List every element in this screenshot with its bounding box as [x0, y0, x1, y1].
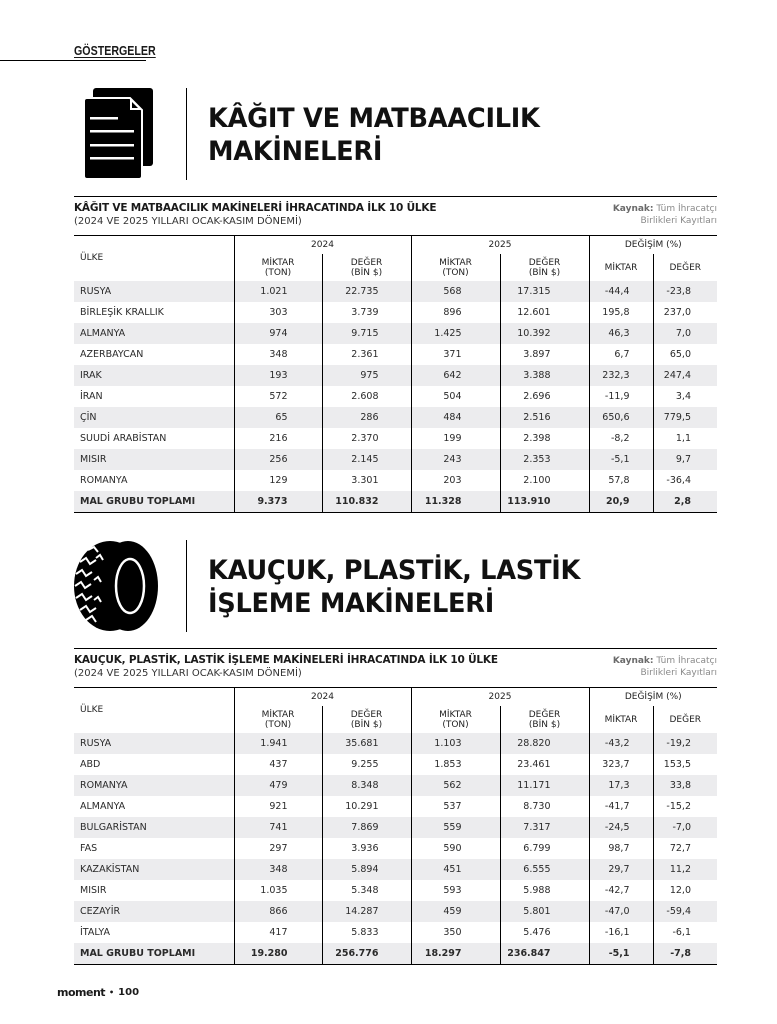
- col-header-change-qty: MİKTAR: [589, 706, 653, 733]
- value-2024-cell: 7.869: [322, 817, 411, 838]
- col-header-qty-2024: [234, 706, 322, 733]
- val-unit: (BİN $): [350, 267, 383, 278]
- change-value-cell: 237,0: [653, 302, 717, 323]
- col-group-2025: 2025: [411, 688, 589, 707]
- change-value-cell: 72,7: [653, 838, 717, 859]
- table-header-block: [74, 197, 717, 235]
- qty-2025-cell: 459: [411, 901, 500, 922]
- source-line-1: Tüm İhracatçı: [656, 204, 717, 214]
- col-header-qty-2025: [411, 254, 500, 281]
- value-2024-cell: 2.370: [322, 428, 411, 449]
- change-value-cell: -19,2: [653, 733, 717, 754]
- change-value-cell: 12,0: [653, 880, 717, 901]
- value-2024-cell: 286: [322, 407, 411, 428]
- change-value-cell: 779,5: [653, 407, 717, 428]
- qty-2024-cell: 303: [234, 302, 322, 323]
- hero-section-paper-machines: [0, 88, 777, 180]
- change-value-cell: 65,0: [653, 344, 717, 365]
- value-2025-cell: 2.100: [500, 470, 589, 491]
- col-header-val-2025: [500, 254, 589, 281]
- table-row: [74, 733, 717, 754]
- value-2024-cell: 3.301: [322, 470, 411, 491]
- val-label: DEĞER: [350, 257, 383, 268]
- hero-divider: [186, 88, 187, 180]
- val-unit: (BİN $): [528, 719, 561, 730]
- hero-title-line-2: İŞLEME MAKİNELERİ: [208, 588, 494, 619]
- col-header-change-val: DEĞER: [653, 706, 717, 733]
- qty-2025-cell: 504: [411, 386, 500, 407]
- table-title: KAUÇUK, PLASTİK, LASTİK İŞLEME MAKİNELERİ İHRACATINDA İLK 10 ÜLKE: [74, 654, 498, 666]
- table-row: [74, 817, 717, 838]
- col-header-country: ÜLKE: [74, 236, 234, 282]
- col-group-2024: 2024: [234, 236, 411, 255]
- qty-2024-cell: 216: [234, 428, 322, 449]
- change-qty-cell: -42,7: [589, 880, 653, 901]
- table-row: [74, 428, 717, 449]
- table-row: [74, 281, 717, 302]
- col-group-change: DEĞİŞİM (%): [589, 236, 717, 255]
- value-2025-cell: 5.988: [500, 880, 589, 901]
- qty-2024-cell: 256: [234, 449, 322, 470]
- change-value-cell: -36,4: [653, 470, 717, 491]
- change-value-cell: -23,8: [653, 281, 717, 302]
- country-cell: RUSYA: [74, 733, 234, 754]
- change-qty-cell: 20,9: [589, 491, 653, 513]
- value-2024-cell: 5.833: [322, 922, 411, 943]
- qty-2024-cell: 1.021: [234, 281, 322, 302]
- value-2025-cell: 5.801: [500, 901, 589, 922]
- table-paper-machines: [74, 196, 717, 513]
- value-2024-cell: 3.739: [322, 302, 411, 323]
- change-qty-cell: 323,7: [589, 754, 653, 775]
- table-row: [74, 838, 717, 859]
- col-group-change: DEĞİŞİM (%): [589, 688, 717, 707]
- table-row: [74, 754, 717, 775]
- country-cell: MAL GRUBU TOPLAMI: [74, 491, 234, 513]
- change-value-cell: -7,8: [653, 943, 717, 965]
- qty-2025-cell: 350: [411, 922, 500, 943]
- source-line-2: Birlikleri Kayıtları: [640, 668, 717, 678]
- table-header-block: [74, 649, 717, 687]
- qty-unit: (TON): [264, 719, 292, 730]
- qty-2024-cell: 1.941: [234, 733, 322, 754]
- change-qty-cell: -8,2: [589, 428, 653, 449]
- country-cell: AZERBAYCAN: [80, 349, 144, 360]
- table-row: [74, 775, 717, 796]
- country-cell: ROMANYA: [74, 775, 234, 796]
- change-value-cell: -7,0: [653, 817, 717, 838]
- value-2025-cell: 7.317: [500, 817, 589, 838]
- qty-2025-cell: 11.328: [411, 491, 500, 513]
- val-unit: (BİN $): [528, 267, 561, 278]
- documents-icon: [82, 88, 154, 184]
- table-row: [74, 302, 717, 323]
- country-cell: İRAN: [80, 391, 103, 402]
- val-unit: (BİN $): [350, 719, 383, 730]
- table-row: [74, 901, 717, 922]
- brand-logo: moment: [57, 986, 106, 999]
- table-row: [74, 323, 717, 344]
- source-line-2: Birlikleri Kayıtları: [640, 216, 717, 226]
- table-subtitle: (2024 VE 2025 YILLARI OCAK-KASIM DÖNEMİ): [74, 216, 302, 227]
- table-rubber-plastic-machines: [74, 648, 717, 965]
- table-row: [74, 880, 717, 901]
- qty-2024-cell: 348: [234, 859, 322, 880]
- qty-2025-cell: 1.425: [411, 323, 500, 344]
- hero-title: [208, 554, 580, 620]
- qty-label: MİKTAR: [439, 709, 472, 720]
- tire-icon: [72, 540, 160, 636]
- change-value-cell: 2,8: [653, 491, 717, 513]
- table-row: [74, 796, 717, 817]
- data-table: [74, 235, 717, 513]
- section-label: GÖSTERGELER: [74, 43, 156, 58]
- country-cell: ALMANYA: [80, 801, 126, 812]
- change-qty-cell: 98,7: [589, 838, 653, 859]
- table-total-row: [74, 491, 717, 513]
- change-qty-cell: 57,8: [589, 470, 653, 491]
- change-qty-cell: 650,6: [589, 407, 653, 428]
- change-qty-cell: -5,1: [589, 943, 653, 965]
- change-qty-cell: 17,3: [589, 775, 653, 796]
- qty-2024-cell: 1.035: [234, 880, 322, 901]
- col-header-val-2024: [322, 254, 411, 281]
- col-group-2025: 2025: [411, 236, 589, 255]
- qty-2024-cell: 193: [234, 365, 322, 386]
- country-cell: BİRLEŞİK KRALLIK: [80, 307, 164, 318]
- value-2025-cell: 113.910: [500, 491, 589, 513]
- value-2025-cell: 8.730: [500, 796, 589, 817]
- change-qty-cell: -44,4: [589, 281, 653, 302]
- value-2024-cell: 35.681: [322, 733, 411, 754]
- qty-label: MİKTAR: [261, 257, 295, 268]
- qty-2024-cell: 129: [234, 470, 322, 491]
- val-label: DEĞER: [350, 709, 383, 720]
- country-cell: İTALYA: [80, 927, 110, 938]
- table-source: [613, 203, 717, 227]
- qty-2025-cell: 568: [411, 281, 500, 302]
- qty-unit: (TON): [442, 267, 469, 278]
- change-value-cell: 153,5: [653, 754, 717, 775]
- change-value-cell: 3,4: [653, 386, 717, 407]
- change-value-cell: 247,4: [653, 365, 717, 386]
- country-cell: BULGARİSTAN: [74, 817, 234, 838]
- qty-2025-cell: 243: [411, 449, 500, 470]
- qty-unit: (TON): [442, 719, 469, 730]
- qty-2025-cell: 590: [411, 838, 500, 859]
- qty-2025-cell: 1.853: [411, 754, 500, 775]
- country-cell: FAS: [80, 843, 98, 854]
- value-2025-cell: 10.392: [500, 323, 589, 344]
- qty-2025-cell: 896: [411, 302, 500, 323]
- hero-title-line-1: KAUÇUK, PLASTİK, LASTİK: [208, 555, 581, 586]
- source-line-1: Tüm İhracatçı: [656, 656, 717, 666]
- country-cell: IRAK: [74, 365, 234, 386]
- qty-label: MİKTAR: [439, 257, 472, 268]
- qty-2024-cell: 479: [234, 775, 322, 796]
- page-number: 100: [118, 987, 140, 998]
- qty-2025-cell: 203: [411, 470, 500, 491]
- qty-2025-cell: 199: [411, 428, 500, 449]
- value-2024-cell: 3.936: [322, 838, 411, 859]
- change-qty-cell: 46,3: [589, 323, 653, 344]
- country-cell: MISIR: [80, 885, 107, 896]
- value-2025-cell: 2.696: [500, 386, 589, 407]
- value-2024-cell: 22.735: [322, 281, 411, 302]
- col-header-qty-2025: [411, 706, 500, 733]
- country-cell: MISIR: [74, 449, 234, 470]
- table-row: [74, 344, 717, 365]
- hero-title-line-1: KÂĞIT VE MATBAACILIK: [208, 103, 540, 134]
- qty-2025-cell: 642: [411, 365, 500, 386]
- qty-2025-cell: 593: [411, 880, 500, 901]
- change-qty-cell: 195,8: [589, 302, 653, 323]
- value-2024-cell: 9.255: [322, 754, 411, 775]
- table-row: [74, 365, 717, 386]
- source-label: Kaynak:: [612, 204, 654, 214]
- qty-2025-cell: 1.103: [411, 733, 500, 754]
- source-label: Kaynak:: [612, 656, 654, 666]
- value-2025-cell: 3.388: [500, 365, 589, 386]
- footer-separator: •: [109, 988, 115, 997]
- value-2025-cell: 2.516: [500, 407, 589, 428]
- col-header-change-qty: MİKTAR: [589, 254, 653, 281]
- qty-2024-cell: 65: [234, 407, 322, 428]
- value-2024-cell: 110.832: [322, 491, 411, 513]
- qty-label: MİKTAR: [261, 709, 295, 720]
- change-value-cell: 1,1: [653, 428, 717, 449]
- col-header-val-2024: [322, 706, 411, 733]
- change-qty-cell: -11,9: [589, 386, 653, 407]
- value-2024-cell: 2.361: [322, 344, 411, 365]
- qty-2025-cell: 484: [411, 407, 500, 428]
- qty-2024-cell: 417: [234, 922, 322, 943]
- value-2025-cell: 23.461: [500, 754, 589, 775]
- qty-2024-cell: 572: [234, 386, 322, 407]
- col-header-qty-2024: [234, 254, 322, 281]
- qty-2025-cell: 18.297: [411, 943, 500, 965]
- change-qty-cell: 232,3: [589, 365, 653, 386]
- qty-2025-cell: 562: [411, 775, 500, 796]
- value-2025-cell: 2.398: [500, 428, 589, 449]
- hero-title: [208, 102, 540, 168]
- country-cell: ÇİN: [74, 407, 234, 428]
- qty-2024-cell: 437: [234, 754, 322, 775]
- table-row: [74, 470, 717, 491]
- table-source: [613, 655, 717, 679]
- change-qty-cell: -24,5: [589, 817, 653, 838]
- value-2025-cell: 11.171: [500, 775, 589, 796]
- value-2025-cell: 6.799: [500, 838, 589, 859]
- qty-2024-cell: 921: [234, 796, 322, 817]
- qty-2025-cell: 451: [411, 859, 500, 880]
- table-row: [74, 386, 717, 407]
- country-cell: RUSYA: [74, 281, 234, 302]
- value-2025-cell: 236.847: [500, 943, 589, 965]
- value-2024-cell: 5.348: [322, 880, 411, 901]
- value-2025-cell: 5.476: [500, 922, 589, 943]
- value-2024-cell: 2.145: [322, 449, 411, 470]
- table-subtitle: (2024 VE 2025 YILLARI OCAK-KASIM DÖNEMİ): [74, 668, 302, 679]
- qty-2024-cell: 9.373: [234, 491, 322, 513]
- val-label: DEĞER: [528, 257, 561, 268]
- value-2025-cell: 28.820: [500, 733, 589, 754]
- data-table: [74, 687, 717, 965]
- value-2024-cell: 2.608: [322, 386, 411, 407]
- country-cell: CEZAYİR: [74, 901, 234, 922]
- qty-2024-cell: 19.280: [234, 943, 322, 965]
- value-2024-cell: 9.715: [322, 323, 411, 344]
- value-2025-cell: 6.555: [500, 859, 589, 880]
- hero-divider: [186, 540, 187, 632]
- value-2024-cell: 5.894: [322, 859, 411, 880]
- change-qty-cell: 29,7: [589, 859, 653, 880]
- value-2024-cell: 975: [322, 365, 411, 386]
- change-qty-cell: -43,2: [589, 733, 653, 754]
- change-qty-cell: -16,1: [589, 922, 653, 943]
- change-value-cell: 11,2: [653, 859, 717, 880]
- qty-2024-cell: 974: [234, 323, 322, 344]
- hero-title-line-2: MAKİNELERİ: [208, 136, 383, 167]
- table-row: [74, 449, 717, 470]
- value-2024-cell: 8.348: [322, 775, 411, 796]
- table-row: [74, 407, 717, 428]
- table-row: [74, 922, 717, 943]
- change-qty-cell: -5,1: [589, 449, 653, 470]
- change-value-cell: -59,4: [653, 901, 717, 922]
- change-value-cell: 9,7: [653, 449, 717, 470]
- country-cell: ABD: [80, 759, 101, 770]
- country-cell: MAL GRUBU TOPLAMI: [74, 943, 234, 965]
- value-2025-cell: 12.601: [500, 302, 589, 323]
- section-rule: [0, 60, 146, 61]
- col-header-val-2025: [500, 706, 589, 733]
- qty-2025-cell: 371: [411, 344, 500, 365]
- qty-2024-cell: 741: [234, 817, 322, 838]
- change-qty-cell: -47,0: [589, 901, 653, 922]
- value-2024-cell: 10.291: [322, 796, 411, 817]
- qty-2025-cell: 559: [411, 817, 500, 838]
- col-group-2024: 2024: [234, 688, 411, 707]
- val-label: DEĞER: [528, 709, 561, 720]
- change-value-cell: -15,2: [653, 796, 717, 817]
- value-2024-cell: 14.287: [322, 901, 411, 922]
- change-value-cell: 7,0: [653, 323, 717, 344]
- value-2025-cell: 17.315: [500, 281, 589, 302]
- table-row: [74, 859, 717, 880]
- hero-section-rubber-plastic-machines: [0, 540, 777, 632]
- qty-2024-cell: 297: [234, 838, 322, 859]
- country-cell: ALMANYA: [74, 323, 234, 344]
- qty-2024-cell: 348: [234, 344, 322, 365]
- page-footer: [57, 986, 139, 999]
- col-header-country: ÜLKE: [74, 688, 234, 734]
- country-cell: SUUDİ ARABİSTAN: [80, 433, 167, 444]
- table-total-row: [74, 943, 717, 965]
- country-cell: KAZAKİSTAN: [74, 859, 234, 880]
- country-cell: ROMANYA: [80, 475, 128, 486]
- change-value-cell: -6,1: [653, 922, 717, 943]
- value-2025-cell: 3.897: [500, 344, 589, 365]
- change-value-cell: 33,8: [653, 775, 717, 796]
- table-title: KÂĞIT VE MATBAACILIK MAKİNELERİ İHRACATINDA İLK 10 ÜLKE: [74, 202, 437, 214]
- col-header-change-val: DEĞER: [653, 254, 717, 281]
- value-2024-cell: 256.776: [322, 943, 411, 965]
- change-qty-cell: -41,7: [589, 796, 653, 817]
- qty-2025-cell: 537: [411, 796, 500, 817]
- qty-unit: (TON): [264, 267, 292, 278]
- qty-2024-cell: 866: [234, 901, 322, 922]
- value-2025-cell: 2.353: [500, 449, 589, 470]
- change-qty-cell: 6,7: [589, 344, 653, 365]
